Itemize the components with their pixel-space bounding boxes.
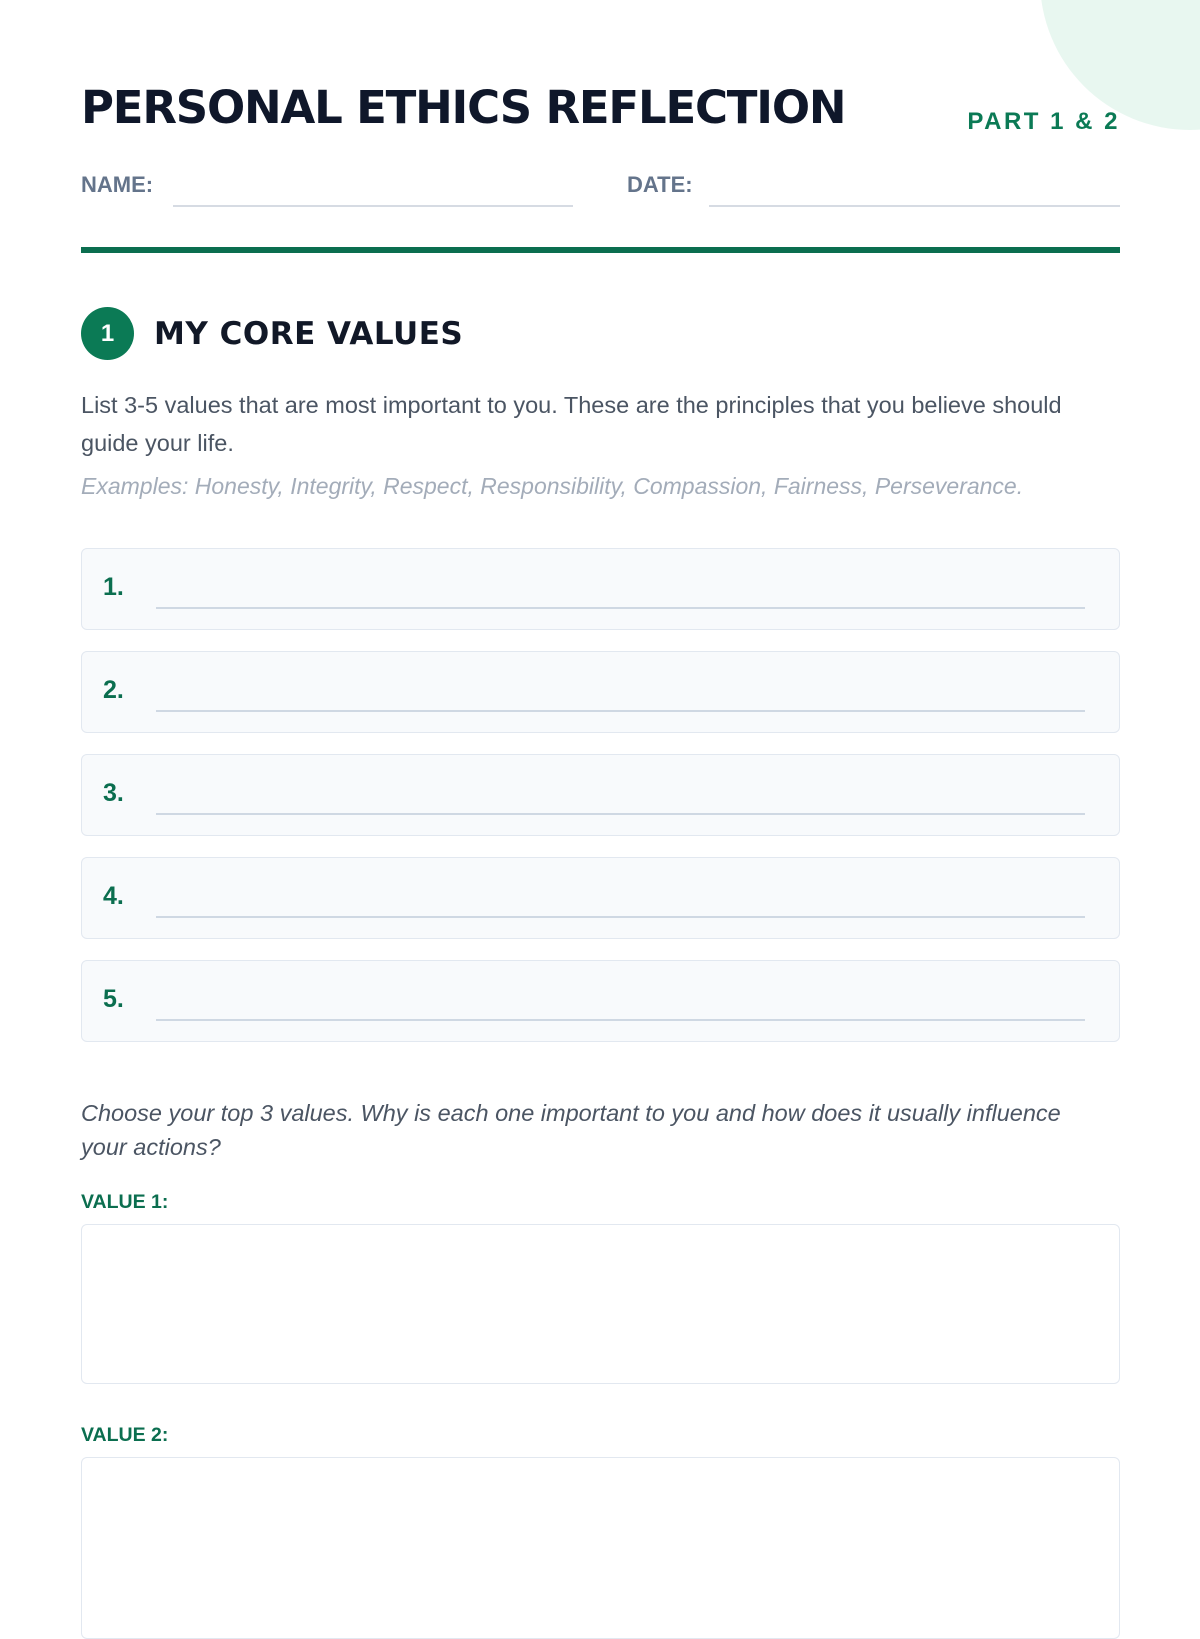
- section-title: MY CORE VALUES: [154, 316, 464, 352]
- title-row: [81, 78, 1120, 138]
- section-heading: [81, 307, 1120, 361]
- value-entry-row[interactable]: [81, 548, 1120, 630]
- section-number-badge: 1: [81, 307, 134, 360]
- answer-box-value-2[interactable]: [81, 1457, 1120, 1639]
- value-write-line[interactable]: [156, 1019, 1085, 1021]
- values-examples: Examples: Honesty, Integrity, Respect, Responsibility, Compassion, Fairness, Perseverance.: [81, 473, 1024, 499]
- name-field[interactable]: [173, 205, 573, 207]
- section-instructions: List 3-5 values that are most important to you. These are the principles that you believe should guide your life.: [81, 392, 1062, 456]
- value-write-line[interactable]: [156, 916, 1085, 918]
- date-label: DATE:: [627, 172, 693, 197]
- value-number: 1.: [103, 573, 124, 601]
- value-number: 5.: [103, 985, 124, 1013]
- answer-label-value-2: VALUE 2:: [81, 1424, 169, 1446]
- page-title: PERSONAL ETHICS REFLECTION: [81, 81, 846, 134]
- value-entry-row[interactable]: [81, 960, 1120, 1042]
- answer-label-value-1: VALUE 1:: [81, 1191, 169, 1213]
- header-divider: [81, 247, 1120, 253]
- reflection-prompt: Choose your top 3 values. Why is each one important to you and how does it usually influence your actions?: [81, 1100, 1061, 1160]
- value-entry-row[interactable]: [81, 754, 1120, 836]
- value-write-line[interactable]: [156, 710, 1085, 712]
- name-label: NAME:: [81, 172, 154, 197]
- value-number: 2.: [103, 676, 124, 704]
- value-write-line[interactable]: [156, 813, 1085, 815]
- part-label: PART 1 & 2: [967, 108, 1120, 135]
- date-field[interactable]: [709, 205, 1120, 207]
- name-date-row: [81, 170, 1120, 210]
- answer-box-value-1[interactable]: [81, 1224, 1120, 1384]
- value-number: 3.: [103, 779, 124, 807]
- value-number: 4.: [103, 882, 124, 910]
- value-entry-row[interactable]: [81, 857, 1120, 939]
- value-entry-row[interactable]: [81, 651, 1120, 733]
- value-write-line[interactable]: [156, 607, 1085, 609]
